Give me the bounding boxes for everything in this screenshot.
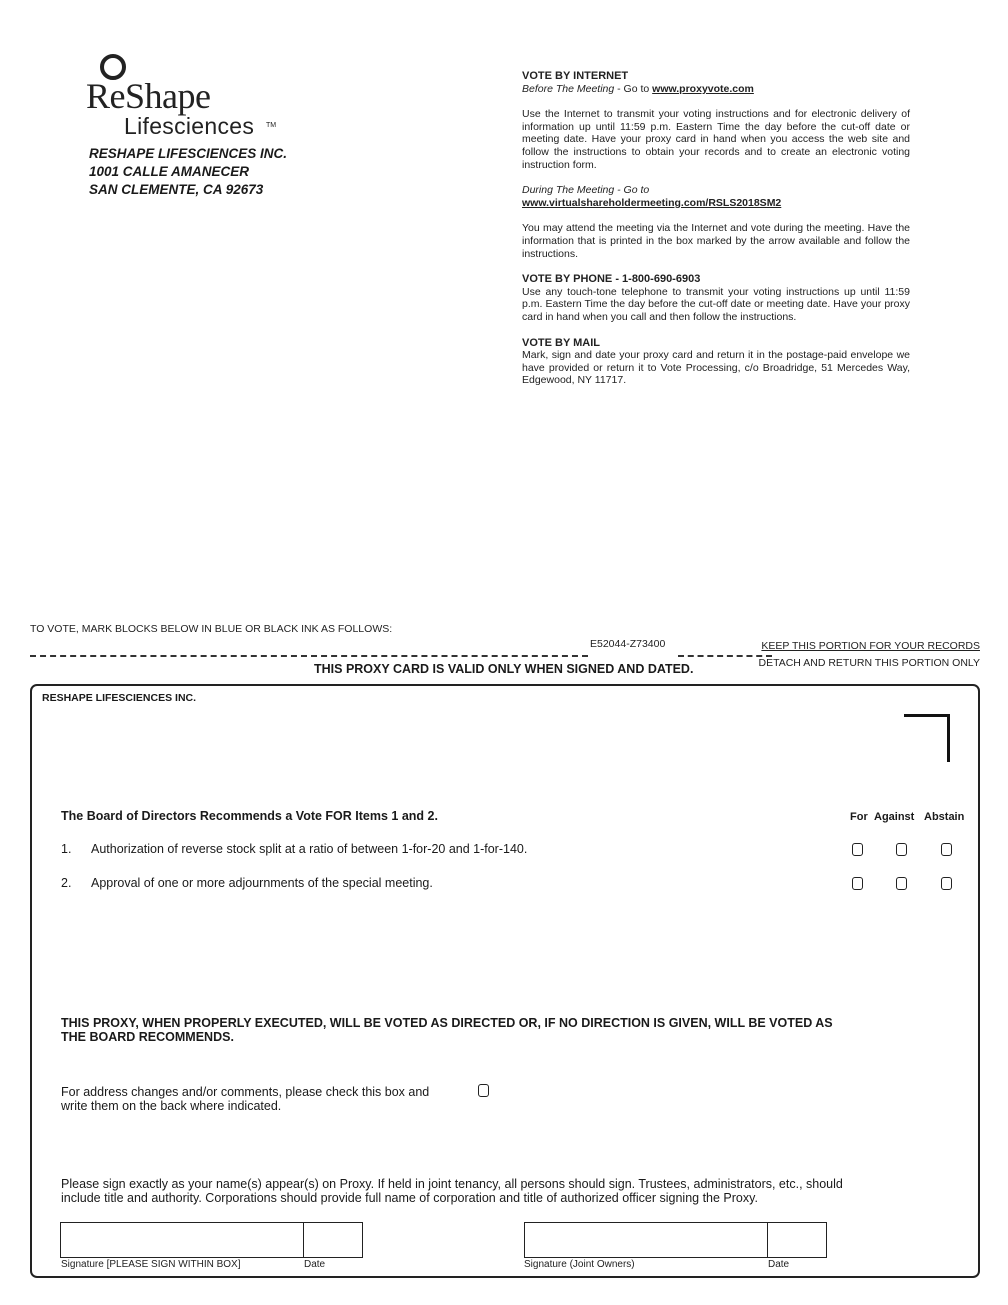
column-for: For — [850, 811, 868, 823]
mail-body: Mark, sign and date your proxy card and return it in the postage-paid envelope we have provided or return it to Vote Processing, c/o Broadridge, 51 Mercedes Way, Edgewood, NY 11717. — [522, 349, 910, 387]
joint-signature-box[interactable] — [524, 1222, 827, 1258]
proposal-text: Authorization of reverse stock split at a ratio of between 1-for-20 and 1-for-140. — [91, 842, 528, 856]
during-meeting-line — [522, 184, 910, 209]
logo-trademark: TM — [266, 122, 277, 129]
date-label: Date — [304, 1259, 326, 1270]
proposal-text: Approval of one or more adjournments of the special meeting. — [91, 876, 433, 890]
internet-title: VOTE BY INTERNET — [522, 70, 629, 82]
before-meeting-goto: - Go to — [614, 82, 653, 95]
proposal-item-1 — [61, 842, 527, 856]
company-address-block — [89, 145, 287, 199]
proxy-statement: THIS PROXY, WHEN PROPERLY EXECUTED, WILL BE VOTED AS DIRECTED OR, IF NO DIRECTION IS GIVEN, WILL BE VOTED AS THE BOARD RECOMMENDS. — [61, 1016, 833, 1044]
control-number: E52044-Z73400 — [590, 638, 666, 650]
joint-signature-date-divider — [767, 1223, 768, 1257]
before-meeting-label: Before The Meeting — [522, 82, 615, 95]
keep-portion-label: KEEP THIS PORTION FOR YOUR RECORDS — [761, 640, 980, 652]
item2-for-checkbox[interactable] — [852, 877, 863, 890]
internet-body: Use the Internet to transmit your voting instructions and for electronic delivery of information up until 11:59 p.m. Eastern Time the day before the cut-off date or meeting date. Have your proxy card in hand when you access the web site and follow the instructions to obtain your records and to create an electronic voting instruction form. — [522, 108, 910, 171]
column-against: Against — [874, 811, 915, 823]
signature-box[interactable] — [60, 1222, 363, 1258]
corner-arrow-mark — [904, 714, 950, 762]
detach-line-left — [30, 655, 588, 657]
item1-abstain-checkbox[interactable] — [941, 843, 952, 856]
to-vote-instruction: TO VOTE, MARK BLOCKS BELOW IN BLUE OR BLACK INK AS FOLLOWS: — [30, 623, 393, 635]
column-abstain: Abstain — [924, 811, 965, 823]
item2-against-checkbox[interactable] — [896, 877, 907, 890]
before-meeting-line — [522, 83, 910, 96]
proxyvote-link[interactable]: www.proxyvote.com — [652, 82, 754, 95]
proxy-card — [30, 684, 980, 1278]
company-logo — [86, 52, 296, 142]
joint-signature-label: Signature (Joint Owners) — [524, 1259, 635, 1270]
virtual-meeting-link[interactable]: www.virtualshareholdermeeting.com/RSLS2018SM2 — [522, 196, 782, 209]
during-meeting-label: During The Meeting — [522, 184, 615, 197]
signing-instructions: Please sign exactly as your name(s) appear(s) on Proxy. If held in joint tenancy, all persons should sign. Trustees, administrators, etc., should include title and authority. Corporations should provide full name of corporation and title of authorized officer signing the Proxy. — [61, 1177, 843, 1205]
during-meeting-body: You may attend the meeting via the Internet and vote during the meeting. Have the information that is printed in the box marked by the arrow available and follow the instructions. — [522, 222, 910, 260]
item1-against-checkbox[interactable] — [896, 843, 907, 856]
signature-label: Signature [PLEASE SIGN WITHIN BOX] — [61, 1259, 241, 1270]
logo-wordmark: ReShape — [86, 76, 211, 116]
address-change-checkbox[interactable] — [478, 1084, 489, 1097]
board-recommendation: The Board of Directors Recommends a Vote FOR Items 1 and 2. — [61, 809, 438, 823]
phone-title: VOTE BY PHONE - 1-800-690-6903 — [522, 273, 701, 286]
address-change-text: For address changes and/or comments, please check this box and write them on the back where indicated. — [61, 1085, 430, 1113]
valid-notice: THIS PROXY CARD IS VALID ONLY WHEN SIGNED AND DATED. — [314, 662, 694, 676]
mail-title: VOTE BY MAIL — [522, 336, 601, 349]
proposal-item-2 — [61, 876, 433, 890]
company-name: RESHAPE LIFESCIENCES INC. — [89, 146, 288, 161]
company-address-line1: 1001 CALLE AMANECER — [89, 164, 250, 179]
card-company-name: RESHAPE LIFESCIENCES INC. — [42, 692, 197, 704]
phone-body: Use any touch-tone telephone to transmit your voting instructions up until 11:59 p.m. Eastern Time the day before the cut-off date or meeting date. Have your proxy card in hand when you call and then follow the instructions. — [522, 285, 910, 323]
item2-abstain-checkbox[interactable] — [941, 877, 952, 890]
proposal-number: 1. — [61, 842, 72, 856]
during-meeting-goto: - Go to — [614, 184, 650, 197]
joint-date-label: Date — [768, 1259, 790, 1270]
signature-date-divider — [303, 1223, 304, 1257]
voting-instructions — [522, 70, 910, 387]
proposal-number: 2. — [61, 876, 72, 890]
item1-for-checkbox[interactable] — [852, 843, 863, 856]
company-address-line2: SAN CLEMENTE, CA 92673 — [89, 182, 264, 197]
detach-portion-label: DETACH AND RETURN THIS PORTION ONLY — [758, 657, 980, 669]
logo-subtitle: Lifesciences — [124, 113, 255, 139]
